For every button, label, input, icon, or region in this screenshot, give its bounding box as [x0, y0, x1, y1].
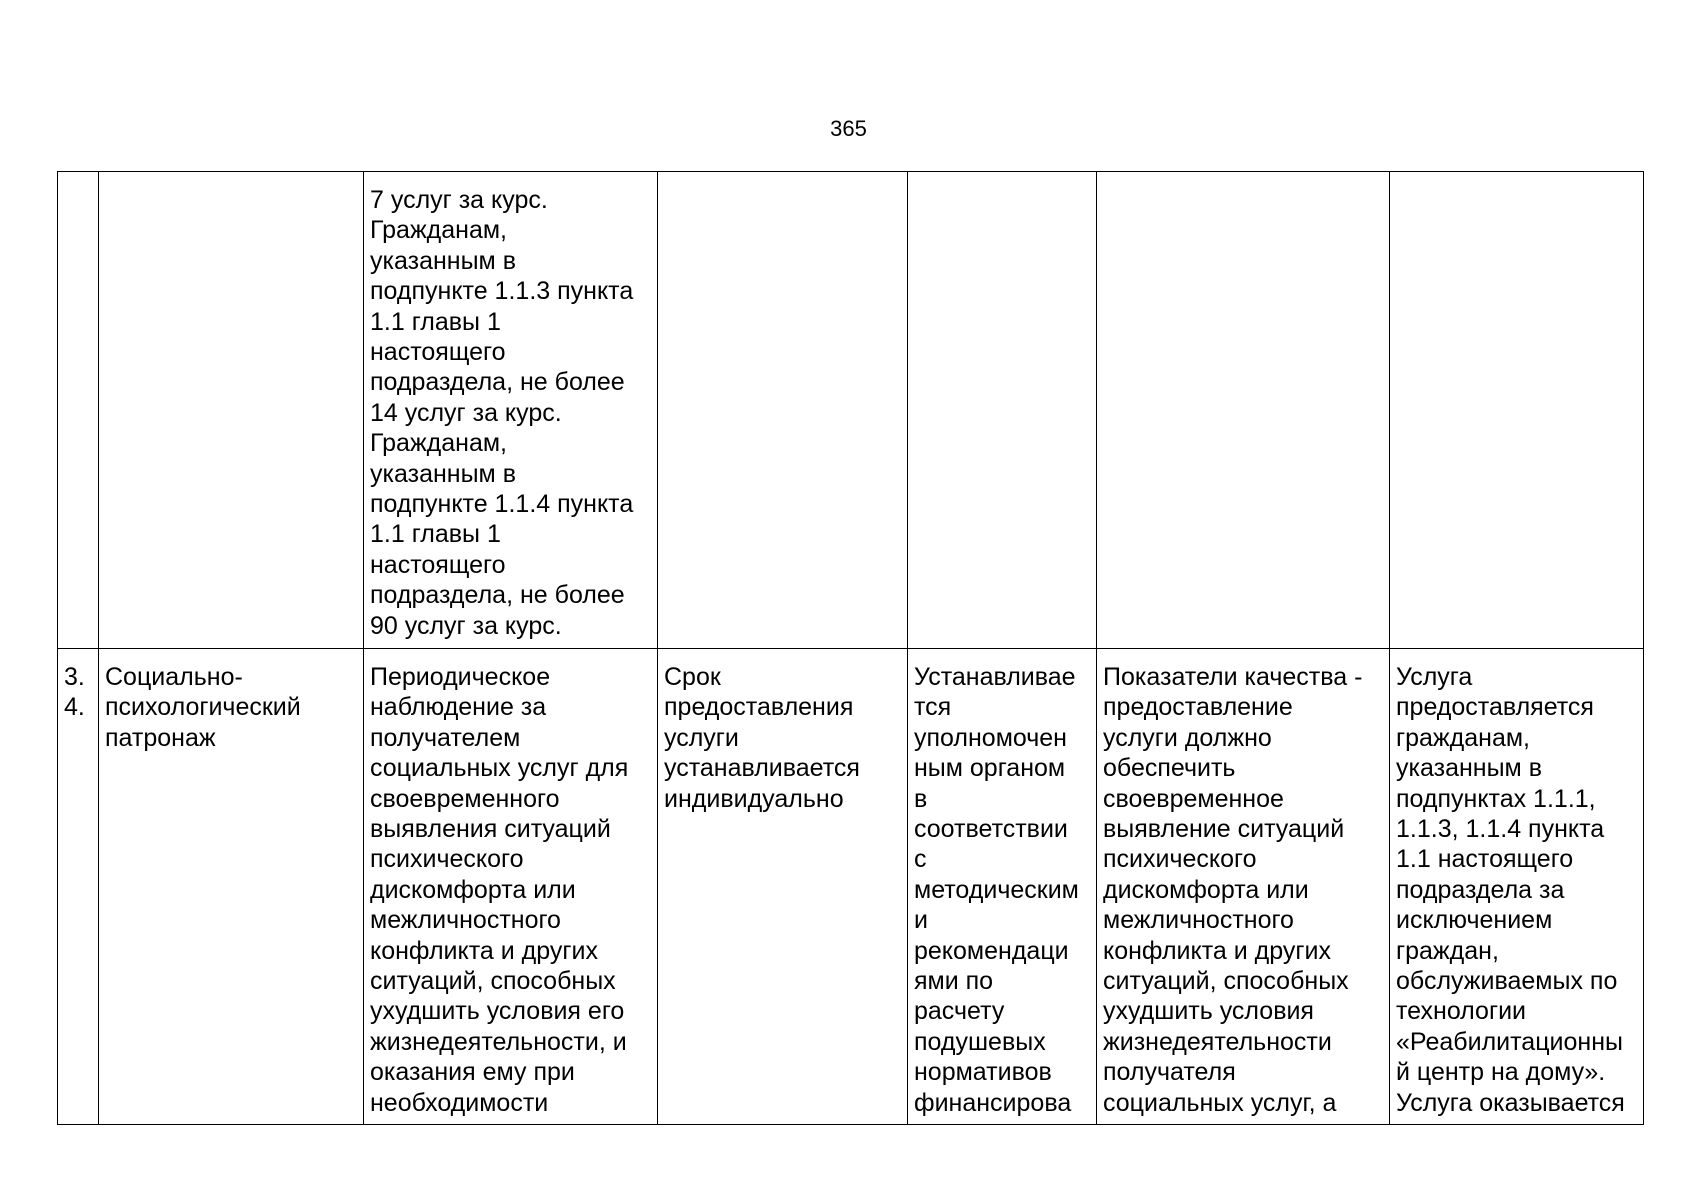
cell-number: [58, 172, 99, 649]
table-row: [58, 649, 1644, 1125]
table-row: [58, 172, 1644, 649]
cell-service-name: Социально- психологический патронаж: [99, 649, 364, 1125]
cell-quality-indicators: Показатели качества - предоставление услуги должно обеспечить своевременное выявление ситуаций психического дискомфорта или межличностного конфликта и других ситуаций, способных ухудшить условия жизнедеятельности получателя социальных услуг, а: [1097, 649, 1390, 1125]
cell-quality-indicators: [1097, 172, 1390, 649]
cell-service-description: 7 услуг за курс. Гражданам, указанным в подпункте 1.1.3 пункта 1.1 главы 1 настоящего подраздела, не более 14 услуг за курс. Гражданам, указанным в подпункте 1.1.4 пункта 1.1 главы 1 настоящего подраздела, не более 90 услуг за курс.: [364, 172, 658, 649]
cell-service-term: [658, 172, 908, 649]
cell-service-norm: Устанавливае тся уполномочен ным органом в соответствии с методическим и рекомендаци ями по расчету подушевых нормативов финансирова: [908, 649, 1097, 1125]
cell-service-conditions: [1390, 172, 1644, 649]
cell-service-name: [99, 172, 364, 649]
cell-service-conditions: Услуга предоставляется гражданам, указанным в подпунктах 1.1.1, 1.1.3, 1.1.4 пункта 1.1 настоящего подраздела за исключением граждан, обслуживаемых по технологии «Реабилитационны й центр на дому». Услуга оказывается: [1390, 649, 1644, 1125]
cell-service-description: Периодическое наблюдение за получателем социальных услуг для своевременного выявления ситуаций психического дискомфорта или межличностного конфликта и других ситуаций, способных ухудшить условия его жизнедеятельности, и оказания ему при необходимости: [364, 649, 658, 1125]
page-number: 365: [830, 116, 867, 141]
cell-number: 3. 4.: [58, 649, 99, 1125]
services-table: [57, 171, 1644, 1125]
cell-service-norm: [908, 172, 1097, 649]
cell-service-term: Срок предоставления услуги устанавливается индивидуально: [658, 649, 908, 1125]
